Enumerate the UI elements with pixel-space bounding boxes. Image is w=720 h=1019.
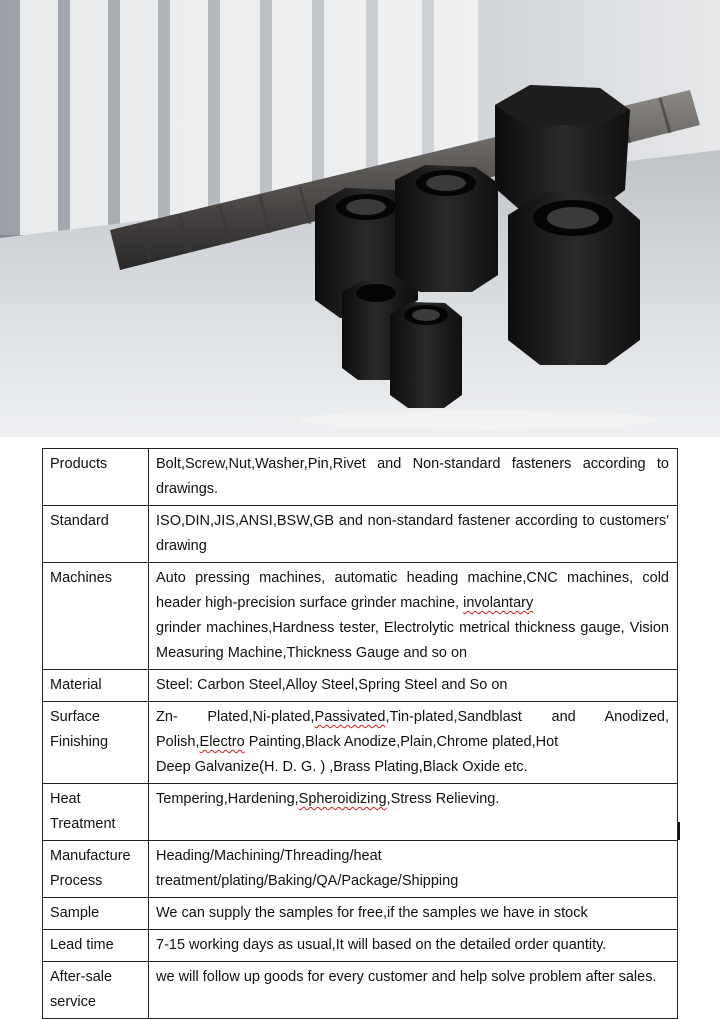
row-label: Products xyxy=(43,449,149,506)
row-label: Manufacture Process xyxy=(43,841,149,898)
text-cursor-mark xyxy=(678,822,680,840)
table-row xyxy=(43,962,678,1019)
row-value: Bolt,Screw,Nut,Washer,Pin,Rivet and Non-standard fasteners according to drawings. xyxy=(149,449,678,506)
spellcheck-word: Passivated xyxy=(314,709,386,725)
table-row xyxy=(43,930,678,962)
row-value: Zn- Plated,Ni-plated,Passivated,Tin-plated,Sandblast and Anodized, Polish,Electro Painting,Black Anodize,Plain,Chrome plated,Hot Deep Galvanize(H. D. G. ) ,Brass Plating,Black Oxide etc. xyxy=(149,702,678,784)
spellcheck-word: Spheroidizing xyxy=(298,791,387,807)
spellcheck-word: involantary xyxy=(463,595,534,611)
table-row xyxy=(43,506,678,563)
row-label: Heat Treatment xyxy=(43,784,149,841)
row-value: Heading/Machining/Threading/heat treatment/plating/Baking/QA/Package/Shipping xyxy=(149,841,678,898)
product-photo xyxy=(0,0,720,437)
spellcheck-word: Electro xyxy=(199,734,245,750)
row-label: Lead time xyxy=(43,930,149,962)
row-label: Material xyxy=(43,670,149,702)
row-label: After-sale service xyxy=(43,962,149,1019)
row-value: We can supply the samples for free,if the samples we have in stock xyxy=(149,898,678,930)
row-value: Tempering,Hardening,Spheroidizing,Stress Relieving. xyxy=(149,784,678,841)
row-value: we will follow up goods for every customer and help solve problem after sales. xyxy=(149,962,678,1019)
row-value: 7-15 working days as usual,It will based on the detailed order quantity. xyxy=(149,930,678,962)
row-value: ISO,DIN,JIS,ANSI,BSW,GB and non-standard fastener according to customers' drawing xyxy=(149,506,678,563)
table-row xyxy=(43,702,678,784)
row-label: Sample xyxy=(43,898,149,930)
row-label: Surface Finishing xyxy=(43,702,149,784)
table-row xyxy=(43,670,678,702)
row-label: Machines xyxy=(43,563,149,670)
table-row xyxy=(43,841,678,898)
spec-table xyxy=(42,448,678,1019)
row-value: Steel: Carbon Steel,Alloy Steel,Spring Steel and So on xyxy=(149,670,678,702)
row-value: Auto pressing machines, automatic heading machine,CNC machines, cold header high-precision surface grinder machine, involantary grinder machines,Hardness tester, Electrolytic metrical thickness gauge, Vision Measuring Machine,Thickness Gauge and so on xyxy=(149,563,678,670)
table-row xyxy=(43,784,678,841)
table-row xyxy=(43,563,678,670)
table-row xyxy=(43,449,678,506)
table-row xyxy=(43,898,678,930)
row-label: Standard xyxy=(43,506,149,563)
